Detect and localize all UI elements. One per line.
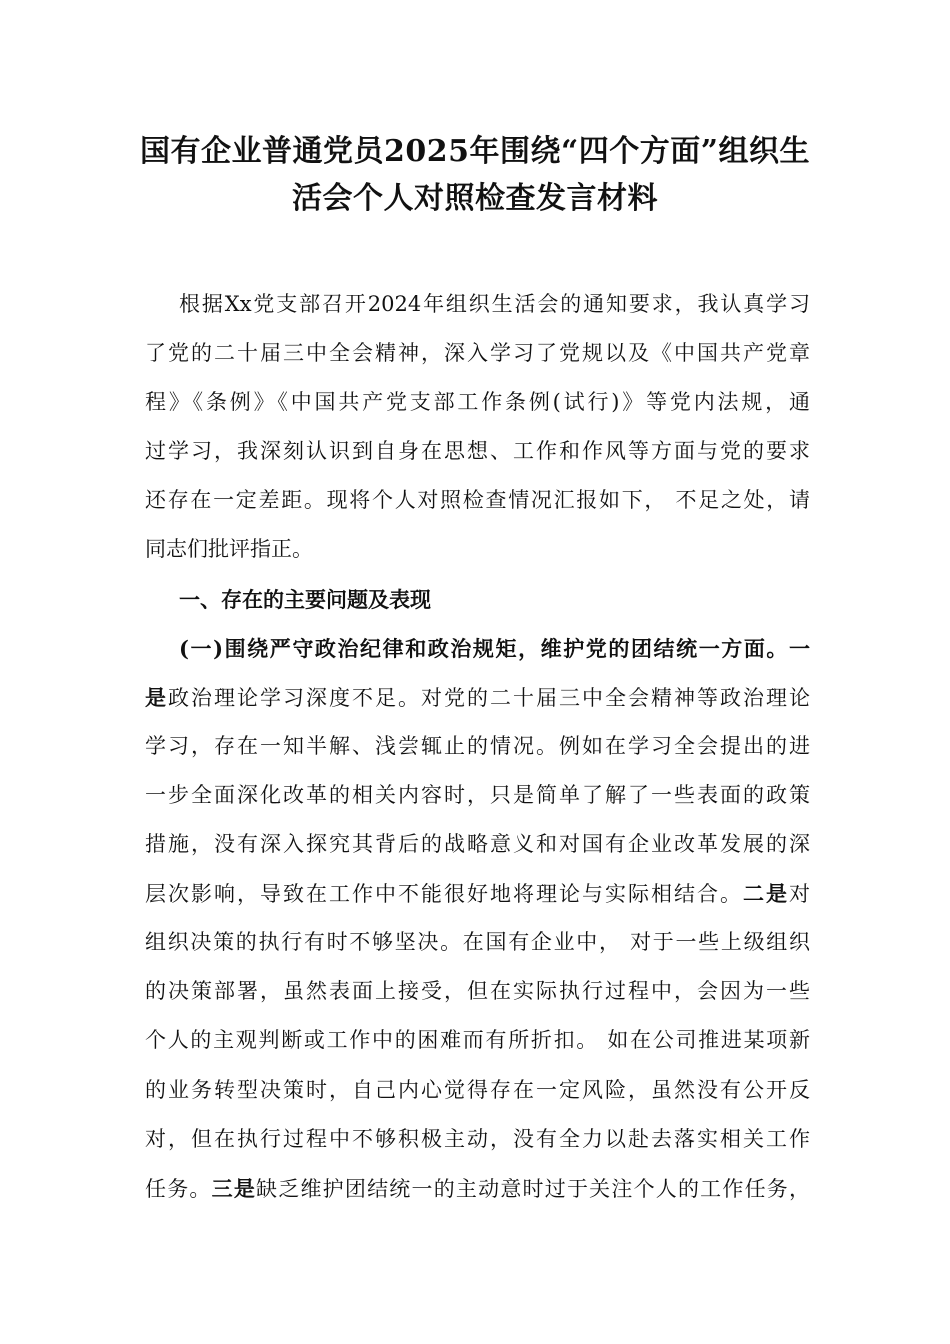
body-line: 组织决策的执行有时不够坚决。在国有企业中， 对于一些上级组织 (145, 930, 810, 955)
subsection-heading: (一)围绕严守政治纪律和政治规矩，维护党的团结统一方面。 (179, 635, 789, 661)
point-three-line (145, 1164, 810, 1213)
document-title (100, 128, 850, 222)
body-line: 一步全面深化改革的相关内容时，只是简单了解了一些表面的政策 (145, 782, 810, 807)
title-line-2: 活会个人对照检查发言材料 (292, 181, 658, 216)
body-line: 的决策部署，虽然表面上接受，但在实际执行过程中，会因为一些 (145, 979, 810, 1004)
body-line: 对，但在执行过程中不够积极主动，没有全力以赴去落实相关工作 (145, 1126, 810, 1151)
point-three-after: 缺乏维护团结统一的主动意时过于关注个人的工作任务， (256, 1176, 811, 1201)
intro-line-6: 同志们批评指正。 (145, 537, 313, 562)
point-one-line (145, 673, 810, 722)
body-line: 措施，没有深入探究其背后的战略意义和对国有企业改革发展的深 (145, 832, 810, 857)
body-line: 的业务转型决策时，自己内心觉得存在一定风险，虽然没有公开反 (145, 1077, 810, 1102)
intro-line-3: 程》《条例》《中国共产党支部工作条例(试行)》等党内法规，通 (145, 390, 810, 415)
intro-line-4: 过学习，我深刻认识到自身在思想、工作和作风等方面与党的要求 (145, 439, 810, 464)
point-two-line (145, 869, 810, 918)
point-three-label: 三是 (211, 1175, 257, 1201)
point-one-label-cont: 是 (145, 684, 168, 710)
intro-line-5: 还存在一定差距。现将个人对照检查情况汇报如下， 不足之处，请 (145, 488, 810, 513)
point-two-label: 二是 (743, 881, 789, 907)
point-three-before: 任务。 (145, 1176, 212, 1201)
intro-line-1: 根据Xx党支部召开2024年组织生活会的通知要求，我认真学习 (179, 292, 810, 316)
point-two-before: 层次影响，导致在工作中不能很好地将理论与实际相结合。 (145, 882, 743, 907)
section-heading: 一、存在的主要问题及表现 (179, 586, 431, 612)
title-line-1: 国有企业普通党员2025年围绕“四个方面”组织生 (139, 134, 810, 169)
point-two-after: 对 (789, 882, 810, 907)
document-body (145, 280, 810, 1213)
point-one-label: 一 (789, 635, 810, 661)
point-one-text: 政治理论学习深度不足。对党的二十届三中全会精神等政治理论 (168, 685, 810, 710)
subsection-heading-line (145, 624, 810, 673)
intro-line-2: 了党的二十届三中全会精神，深入学习了党规以及《中国共产党章 (145, 341, 810, 366)
body-line: 个人的主观判断或工作中的困难而有所折扣。 如在公司推进某项新 (145, 1028, 810, 1053)
body-line: 学习，存在一知半解、浅尝辄止的情况。例如在学习全会提出的进 (145, 733, 810, 758)
